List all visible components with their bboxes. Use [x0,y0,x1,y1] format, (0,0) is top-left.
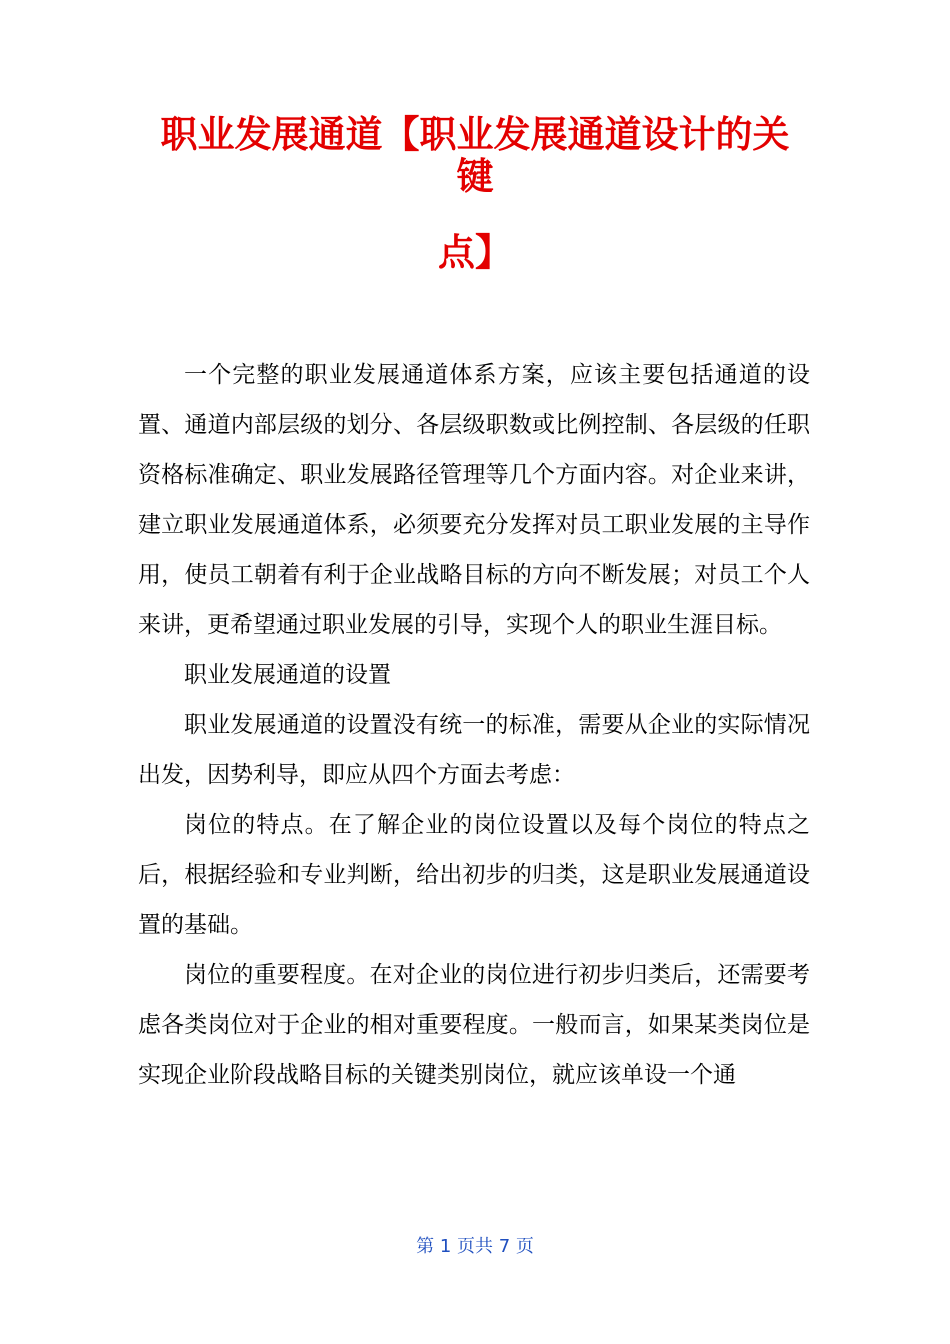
paragraph-intro: 一个完整的职业发展通道体系方案，应该主要包括通道的设置、通道内部层级的划分、各层级职数或比例控制、各层级的任职资格标准确定、职业发展路径管理等几个方面内容。对企业来讲，建立职业发展通道体系，必须要充分发挥对员工职业发展的主导作用，使员工朝着有利于企业战略目标的方向不断发展；对员工个人来讲，更希望通过职业发展的引导，实现个人的职业生涯目标。 [138,362,810,638]
document-title-line-2: 键 [456,155,494,198]
page-footer: 第 1 页共 7 页 [416,1236,534,1257]
document-title-line-3: 点】 [438,231,512,274]
document-title-line-1: 职业发展通道【职业发展通道设计的关 [160,113,790,156]
paragraph-setup: 职业发展通道的设置没有统一的标准，需要从企业的实际情况出发，因势利导，即应从四个方面去考虑： [138,712,810,788]
section-heading: 职业发展通道的设置 [184,662,391,688]
paragraph-position-importance: 岗位的重要程度。在对企业的岗位进行初步归类后，还需要考虑各类岗位对于企业的相对重要程度。一般而言，如果某类岗位是实现企业阶段战略目标的关键类别岗位，就应该单设一个通 [138,962,810,1088]
paragraph-position-features: 岗位的特点。在了解企业的岗位设置以及每个岗位的特点之后，根据经验和专业判断，给出初步的归类，这是职业发展通道设置的基础。 [138,812,810,938]
document-body [138,350,810,1100]
